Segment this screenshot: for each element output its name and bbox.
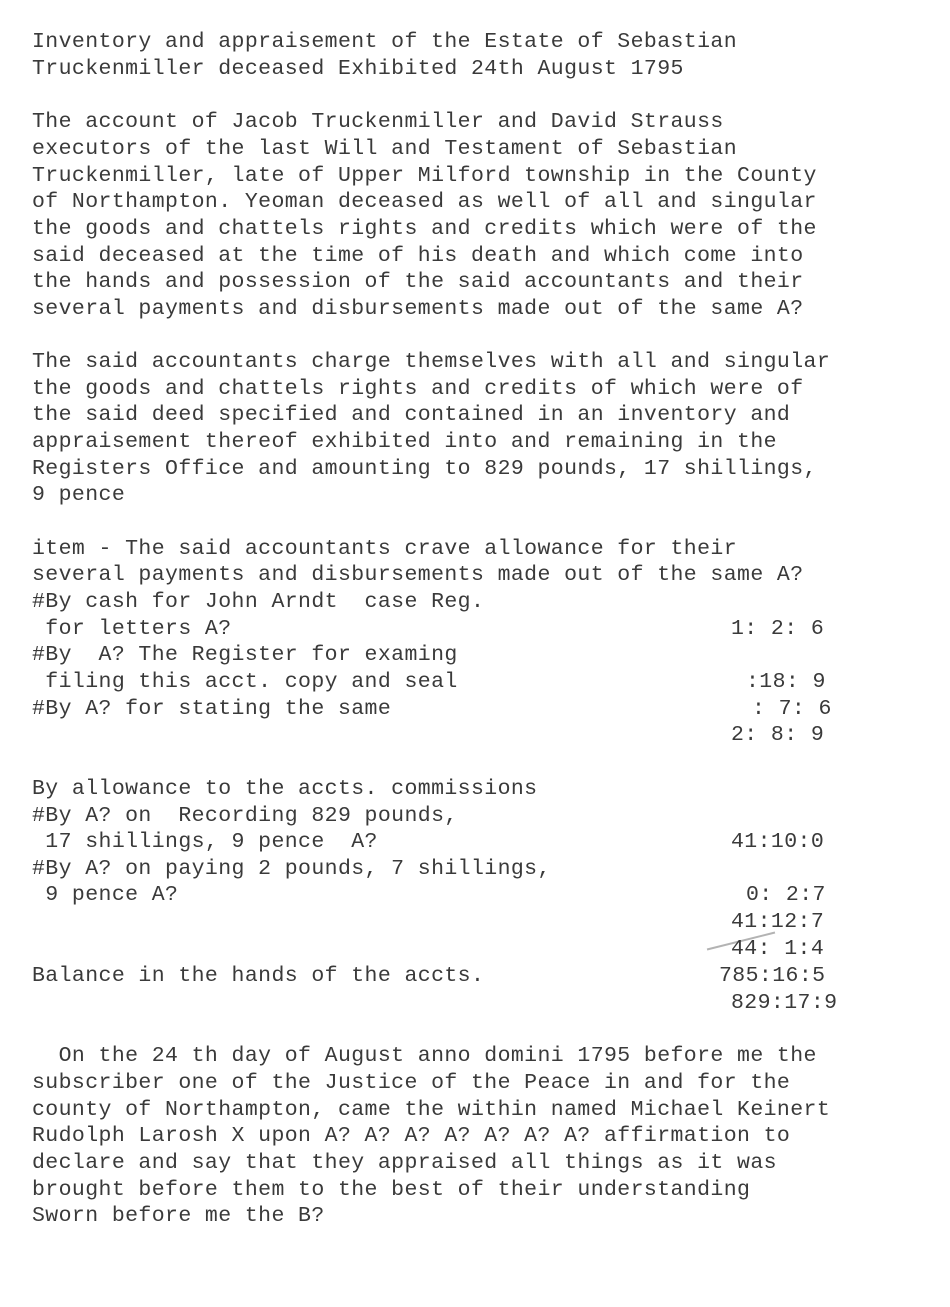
allowance-line: for letters A?	[32, 617, 232, 641]
affirmation-line: subscriber one of the Justice of the Peace in and for the	[32, 1071, 791, 1095]
amount-subtotal: 41:12:7	[731, 910, 825, 934]
commission-line: #By A? on paying 2 pounds, 7 shillings,	[32, 857, 551, 881]
affirmation-line: brought before them to the best of their understanding	[32, 1178, 751, 1202]
amount-value: 41:10:0	[731, 830, 825, 854]
account-line: Truckenmiller, late of Upper Milford township in the County	[32, 164, 817, 188]
affirmation-line: Sworn before me the B?	[32, 1204, 325, 1228]
charge-line: 9 pence	[32, 483, 126, 507]
account-line: executors of the last Will and Testament of Sebastian	[32, 137, 738, 161]
grand-total: 829:17:9	[731, 991, 838, 1015]
account-line: several payments and disbursements made out of the same A?	[32, 297, 804, 321]
charge-line: The said accountants charge themselves with all and singular	[32, 350, 831, 374]
allowance-line: filing this acct. copy and seal	[32, 670, 458, 694]
charge-line: appraisement thereof exhibited into and remaining in the	[32, 430, 777, 454]
account-line: the hands and possession of the said accountants and their	[32, 270, 804, 294]
amount-value: 0: 2:7	[746, 883, 826, 907]
commission-line: 9 pence A?	[32, 883, 179, 907]
header-line: Truckenmiller deceased Exhibited 24th August 1795	[32, 57, 684, 81]
commission-line: By allowance to the accts. commissions	[32, 777, 538, 801]
amount-value: :18: 9	[746, 670, 826, 694]
affirmation-line: On the 24 th day of August anno domini 1795 before me the	[32, 1044, 817, 1068]
charge-line: Registers Office and amounting to 829 pounds, 17 shillings,	[32, 457, 817, 481]
account-line: of Northampton. Yeoman deceased as well of all and singular	[32, 190, 817, 214]
affirmation-line: Rudolph Larosh X upon A? A? A? A? A? A? A? affirmation to	[32, 1124, 791, 1148]
commission-line: 17 shillings, 9 pence A?	[32, 830, 378, 854]
allowance-line: item - The said accountants crave allowance for their	[32, 537, 738, 561]
amount-value: : 7: 6	[752, 697, 832, 721]
balance-line: Balance in the hands of the accts.	[32, 964, 485, 988]
charge-line: the goods and chattels rights and credits of which were of	[32, 377, 804, 401]
amount-total: 2: 8: 9	[731, 723, 825, 747]
account-line: the goods and chattels rights and credits which were of the	[32, 217, 817, 241]
header-line: Inventory and appraisement of the Estate of Sebastian	[32, 30, 738, 54]
account-line: said deceased at the time of his death and which come into	[32, 244, 804, 268]
allowance-line: #By A? The Register for examing	[32, 643, 458, 667]
commission-line: #By A? on Recording 829 pounds,	[32, 804, 458, 828]
charge-line: the said deed specified and contained in an inventory and	[32, 403, 791, 427]
amount-total: 44: 1:4	[731, 937, 825, 961]
account-line: The account of Jacob Truckenmiller and David Strauss	[32, 110, 724, 134]
amount-value: 1: 2: 6	[731, 617, 825, 641]
allowance-line: #By A? for stating the same	[32, 697, 392, 721]
affirmation-line: declare and say that they appraised all things as it was	[32, 1151, 777, 1175]
allowance-line: #By cash for John Arndt case Reg.	[32, 590, 485, 614]
balance-amount: 785:16:5	[719, 964, 826, 988]
allowance-line: several payments and disbursements made out of the same A?	[32, 563, 804, 587]
affirmation-line: county of Northampton, came the within named Michael Keinert	[32, 1098, 831, 1122]
